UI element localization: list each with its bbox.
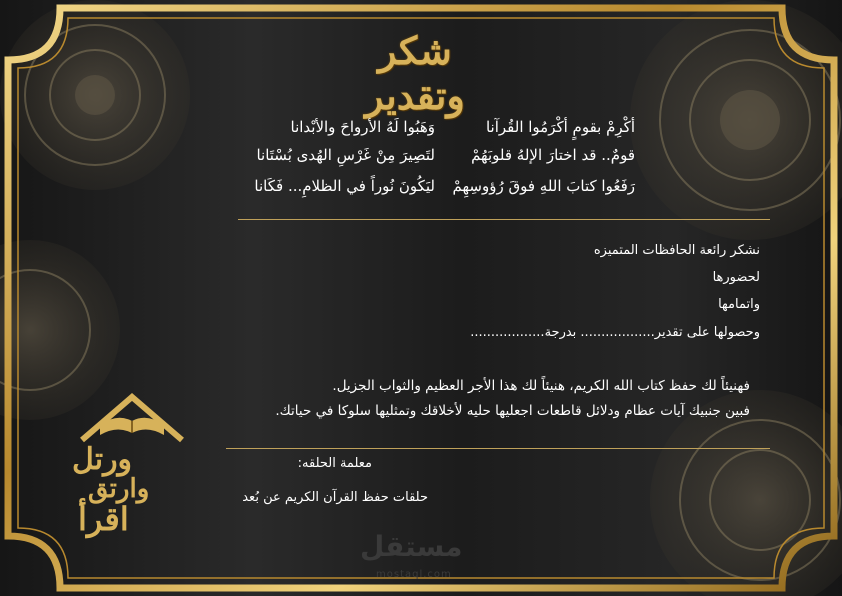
divider-top xyxy=(238,219,770,220)
poem-line-left-1: وَهَبُوا لَهُ الأرواحَ والأبْدانا xyxy=(290,118,435,136)
org-name: حلقات حفظ القرآن الكريم عن بُعد xyxy=(242,490,428,505)
divider-bottom xyxy=(226,448,770,449)
body-line-3: واتمامها xyxy=(718,297,760,312)
logo-text-line-1: ورتل xyxy=(72,442,133,477)
poem-line-left-3: ليَكُونَ نُوراً في الظلامِ... فَكَانا xyxy=(254,177,435,195)
congrats-line-1: فهنيئاً لك حفظ كتاب الله الكريم، هنيئاً لك هذا الأجر العظيم والثواب الجزيل. xyxy=(332,378,750,394)
poem-line-right-1: أكْرِمْ بقومٍ أكْرَمُوا القُرآنا xyxy=(485,118,635,136)
body-line-1: نشكر رائعة الحافظات المتميزه xyxy=(593,243,760,258)
poem-line-right-3: رَفَعُوا كتابَ اللهِ فوقَ رُؤوسِهِمْ xyxy=(452,177,635,195)
logo-text-line-2: وارتق xyxy=(88,474,150,504)
watermark-url: mostaql.com xyxy=(376,569,452,580)
watermark-logo: مستقل xyxy=(360,530,463,563)
body-line-2: لحضورها xyxy=(712,270,760,285)
poem-line-left-2: لتَصِيرَ مِنْ غَرْسِ الهُدى بُسْتَانا xyxy=(256,146,435,164)
congrats-line-2: فبين جنبيك آيات عظام ودلائل قاطعات اجعليها حليه لأخلاقك وتمثليها سلوكا في حياتك. xyxy=(275,403,750,419)
teacher-label: معلمة الحلقه: xyxy=(297,456,372,471)
body-line-4: وحصولها على تقدير.................. بدرجة.................. xyxy=(470,325,760,340)
logo-text-line-3: اقرأ xyxy=(78,500,129,538)
certificate-title: شكر وتقدير xyxy=(365,28,465,118)
poem-line-right-2: قومٌ.. قد اختارَ الإلهُ قلوبَهُمْ xyxy=(471,146,635,164)
